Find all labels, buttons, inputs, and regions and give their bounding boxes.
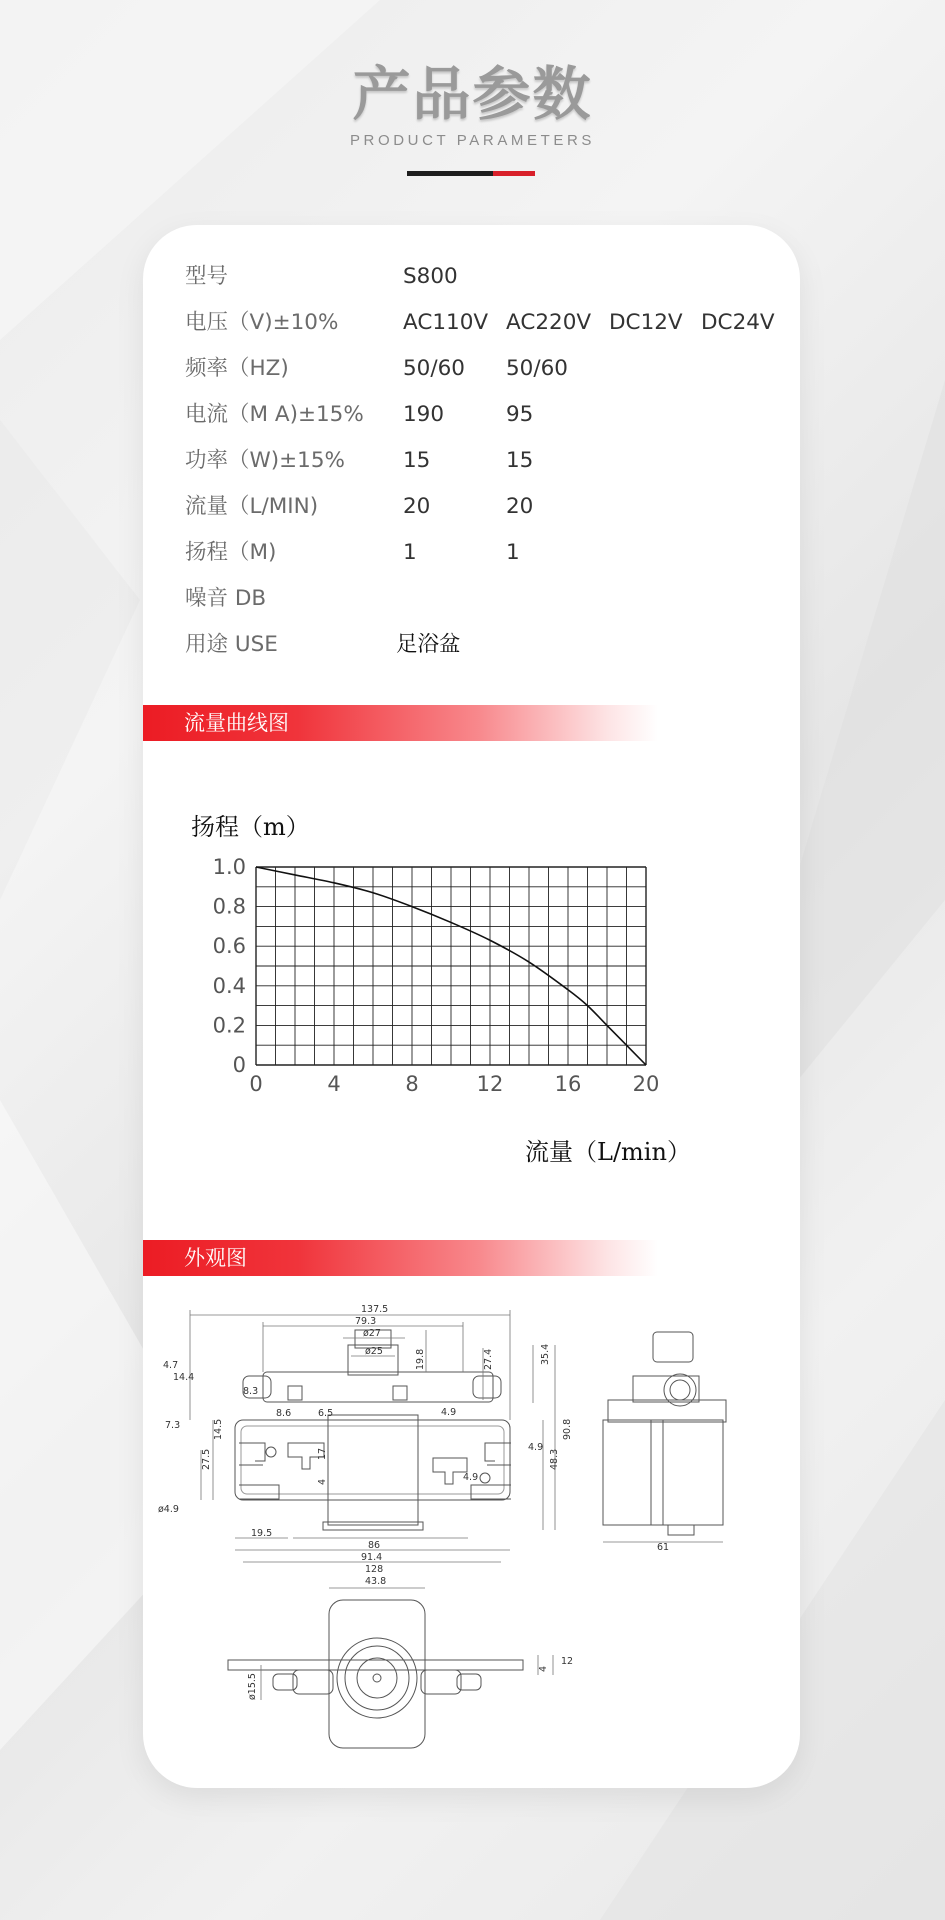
dim-label: 4.9: [463, 1472, 479, 1483]
y-tick-label: 0.4: [212, 973, 246, 998]
spec-row-frequency: [143, 349, 800, 389]
spec-value: 190: [403, 402, 445, 427]
spec-value: 1: [506, 540, 520, 565]
dim-label: 4.9: [528, 1442, 544, 1453]
y-tick-label: 1.0: [212, 855, 246, 879]
parameters-card: [143, 225, 800, 1788]
spec-label: 频率（HZ): [185, 356, 289, 381]
spec-row-flow: [143, 487, 800, 527]
spec-value: 20: [506, 494, 534, 519]
section-title: 外观图: [184, 1246, 247, 1270]
page-header: [0, 58, 945, 149]
dim-label: 4: [317, 1478, 328, 1485]
dim-label: 91.4: [361, 1552, 383, 1563]
underline-red: [493, 171, 535, 176]
x-tick-label: 12: [476, 1072, 504, 1096]
spec-label: 噪音 DB: [185, 586, 267, 611]
dimension-drawing: [143, 1300, 800, 1780]
dim-label: 4.7: [163, 1360, 179, 1371]
spec-row-model: [143, 257, 800, 297]
spec-row-head: [143, 533, 800, 573]
spec-value: AC110V: [403, 310, 489, 335]
front-view: [235, 1330, 511, 1530]
chart-grid: [256, 867, 646, 1065]
spec-row-current: [143, 395, 800, 435]
dim-label: 48.3: [549, 1448, 560, 1470]
spec-label: 流量（L/MIN): [185, 494, 319, 519]
dim-label: 6.5: [318, 1408, 334, 1419]
spec-label: 电流（M A)±15%: [185, 402, 364, 427]
spec-value: DC24V: [701, 310, 775, 335]
bottom-view-dims: [261, 1588, 553, 1700]
dim-label: ø25: [365, 1346, 383, 1357]
spec-value: 足浴盆: [396, 632, 461, 657]
x-tick-label: 8: [405, 1072, 419, 1096]
dim-label: 61: [657, 1542, 670, 1553]
page-title: 产品参数: [352, 60, 593, 128]
dim-label: 12: [561, 1656, 574, 1667]
y-tick-label: 0.2: [212, 1013, 246, 1038]
dim-label: ø27: [363, 1328, 381, 1339]
dim-label: 8.3: [243, 1386, 259, 1397]
flow-curve-chart: [143, 765, 800, 1285]
spec-value: 50/60: [403, 356, 465, 381]
x-tick-label: 4: [327, 1072, 341, 1096]
spec-label: 型号: [185, 264, 229, 289]
spec-label: 功率（W)±15%: [185, 448, 345, 473]
y-tick-label: 0.6: [212, 934, 246, 959]
x-tick-label: 16: [554, 1072, 582, 1096]
spec-value: S800: [403, 264, 458, 289]
y-tick-label: 0.8: [212, 894, 246, 919]
spec-value: 1: [403, 540, 417, 565]
dim-label: 14.4: [173, 1372, 195, 1383]
dim-label: 79.3: [355, 1316, 377, 1327]
dim-label: 27.4: [483, 1348, 494, 1370]
dim-label: 86: [368, 1540, 381, 1551]
spec-row-use: [143, 625, 800, 665]
dim-label: 19.5: [251, 1528, 273, 1539]
dim-label: 17: [317, 1447, 328, 1460]
y-tick-label: 0: [232, 1053, 246, 1077]
underline-dark: [407, 171, 493, 176]
spec-value: 20: [403, 494, 431, 519]
section-band-appearance: [143, 1240, 658, 1276]
dim-label: 35.4: [540, 1343, 551, 1365]
spec-label: 扬程（M): [185, 540, 277, 565]
chart-ticks: [213, 855, 660, 1096]
spec-value: 15: [403, 448, 431, 473]
y-axis-label: 扬程（m）: [191, 813, 310, 841]
spec-value: 50/60: [506, 356, 568, 381]
x-axis-label: 流量（L/min）: [525, 1138, 691, 1166]
dim-label: 4.9: [441, 1407, 457, 1418]
dim-label: ø4.9: [158, 1504, 179, 1515]
spec-value: AC220V: [506, 310, 592, 335]
section-title: 流量曲线图: [184, 711, 289, 735]
dim-label: 137.5: [361, 1304, 389, 1315]
dim-label: 4: [538, 1665, 549, 1672]
section-band-flow-curve: [143, 705, 658, 741]
spec-value: 95: [506, 402, 534, 427]
bottom-view: [228, 1600, 523, 1748]
dim-label: 90.8: [562, 1418, 573, 1440]
spec-row-power: [143, 441, 800, 481]
dim-label: ø15.5: [247, 1673, 258, 1700]
spec-row-noise: [143, 579, 800, 619]
page-subtitle: PRODUCT PARAMETERS: [349, 132, 596, 149]
dim-label: 128: [365, 1564, 384, 1575]
spec-label: 用途 USE: [185, 632, 278, 657]
dim-label: 19.8: [415, 1348, 426, 1370]
spec-label: 电压（V)±10%: [185, 310, 339, 335]
dim-label: 8.6: [276, 1408, 292, 1419]
dim-label: 14.5: [213, 1418, 224, 1440]
side-view: [603, 1332, 726, 1535]
dim-label: 27.5: [201, 1448, 212, 1470]
title-underline: [407, 171, 535, 176]
x-tick-label: 0: [249, 1072, 263, 1096]
dim-label: 7.3: [165, 1420, 181, 1431]
spec-row-voltage: [143, 303, 800, 343]
x-tick-label: 20: [632, 1072, 660, 1096]
spec-value: DC12V: [609, 310, 683, 335]
dim-label: 43.8: [365, 1576, 387, 1587]
spec-value: 15: [506, 448, 534, 473]
